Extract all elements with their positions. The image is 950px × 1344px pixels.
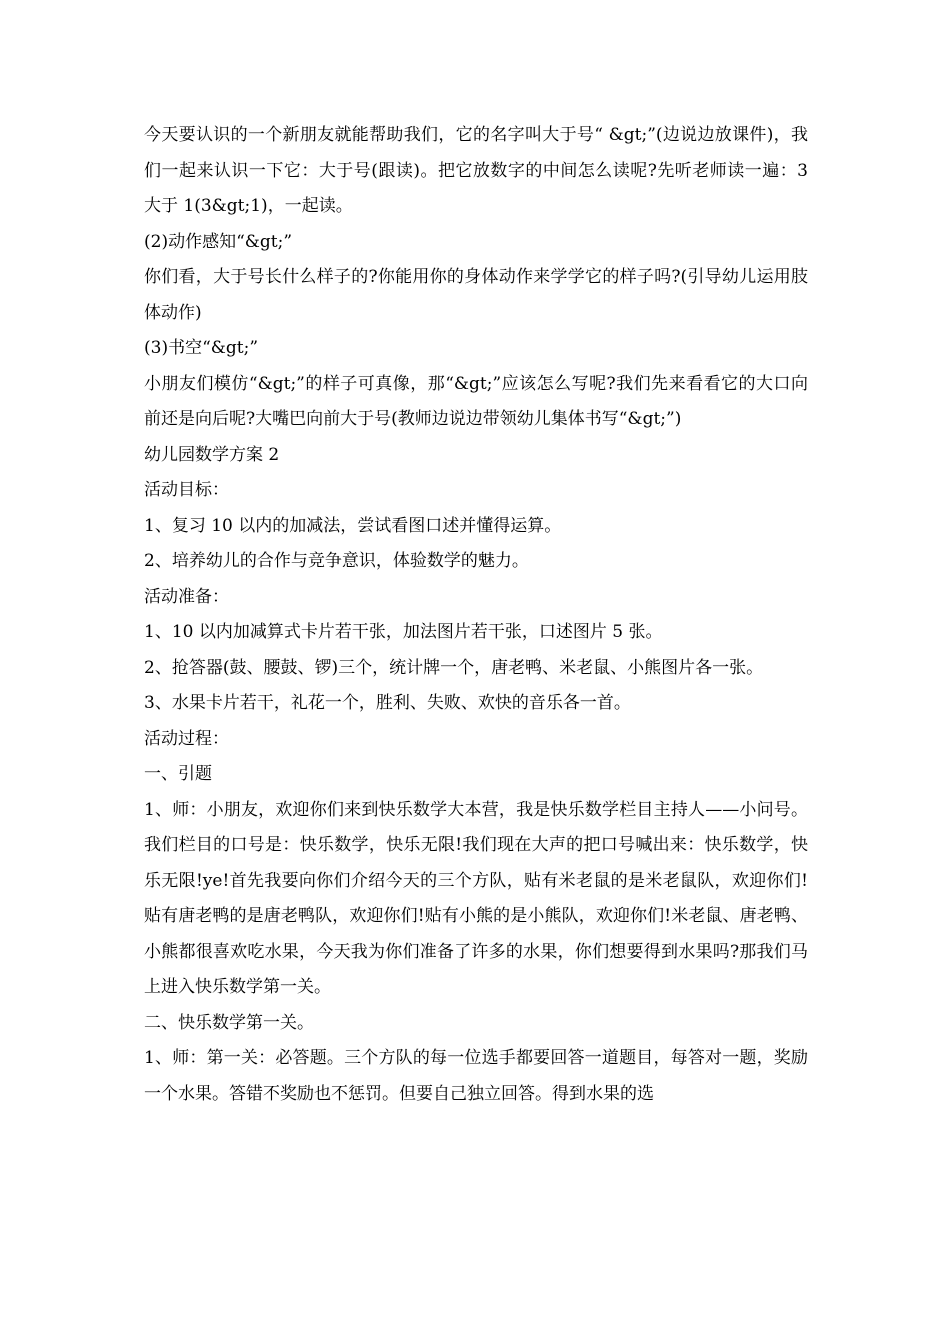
paragraph-action-perception: (2)动作感知“&gt;”: [144, 231, 293, 252]
paragraph-level-one-rules: 1、师：第一关：必答题。三个方队的每一位选手都要回答一道题目，每答对一题，奖励一个水果。答错不奖励也不惩罚。但要自己独立回答。得到水果的选: [144, 1048, 808, 1104]
paragraph-host-welcome: 1、师：小朋友，欢迎你们来到快乐数学大本营，我是快乐数学栏目主持人——小问号。我们栏目的口号是：快乐数学，快乐无限!我们现在大声的把口号喊出来：快乐数学，快乐无限!ye!首先我要向你们介绍今天的三个方队，贴有米老鼠的是米老鼠队，欢迎你们!贴有唐老鸭的是唐老鸭队，欢迎你们!贴有小熊的是小熊队，欢迎你们!米老鼠、唐老鸭、小熊都很喜欢吃水果，今天我为你们准备了许多的水果，你们想要得到水果吗?那我们马上进入快乐数学第一关。: [144, 799, 808, 997]
paragraph-body-movement: 你们看，大于号长什么样子的?你能用你的身体动作来学学它的样子吗?(引导幼儿运用肢体动作): [144, 267, 808, 323]
paragraph-imitation: 小朋友们模仿“&gt;”的样子可真像，那“&gt;”应该怎么写呢?我们先来看看它的大口向前还是向后呢?大嘴巴向前大于号(教师边说边带领幼儿集体书写“&gt;”): [144, 373, 808, 429]
heading-activity-process: 活动过程：: [144, 728, 229, 749]
heading-activity-preparation: 活动准备：: [144, 586, 229, 607]
heading-introduction: 一、引题: [144, 764, 212, 784]
paragraph-intro-greater-than: 今天要认识的一个新朋友就能帮助我们，它的名字叫大于号“ &gt;”(边说边放课件)，我们一起来认识一下它：大于号(跟读)。把它放数字的中间怎么读呢?先听老师读一遍：3 大于 1(3&gt;1)，一起读。: [144, 125, 808, 216]
list-item-goal-2: 2、培养幼儿的合作与竞争意识，体验数学的魅力。: [144, 551, 529, 571]
paragraph-air-writing: (3)书空“&gt;”: [144, 338, 259, 358]
list-item-prep-3: 3、水果卡片若干，礼花一个，胜利、失败、欢快的音乐各一首。: [144, 693, 631, 713]
list-item-prep-1: 1、10 以内加减算式卡片若干张，加法图片若干张，口述图片 5 张。: [144, 622, 663, 642]
heading-activity-goals: 活动目标：: [144, 480, 229, 500]
list-item-goal-1: 1、复习 10 以内的加减法，尝试看图口述并懂得运算。: [144, 515, 562, 536]
heading-level-one: 二、快乐数学第一关。: [144, 1012, 314, 1033]
document-body: [144, 118, 808, 1112]
list-item-prep-2: 2、抢答器(鼓、腰鼓、锣)三个，统计牌一个，唐老鸭、米老鼠、小熊图片各一张。: [144, 657, 764, 678]
section-title-plan-2: 幼儿园数学方案 2: [144, 444, 280, 465]
